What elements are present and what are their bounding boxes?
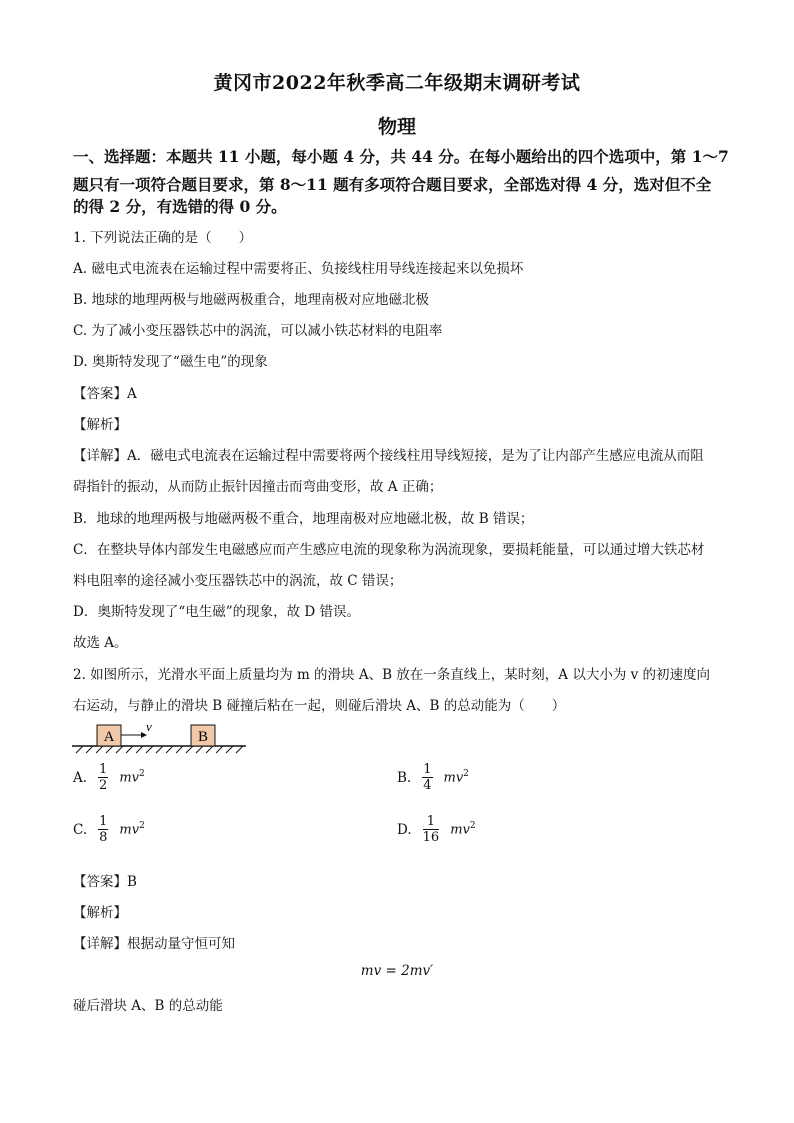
q1-detail-line: C．在整块导体内部发生电磁感应而产生感应电流的现象称为涡流现象，要损耗能量，可以通过增大铁芯材 bbox=[73, 542, 705, 558]
exam-title: 黄冈市2022年秋季高二年级期末调研考试 bbox=[213, 72, 581, 94]
q2-analysis-label: 【解析】 bbox=[73, 905, 127, 921]
subject-title: 物理 bbox=[377, 116, 416, 138]
q1-detail-line: 故选 A。 bbox=[73, 635, 128, 651]
velocity-label: v bbox=[146, 719, 152, 734]
q2-option-a bbox=[73, 762, 145, 793]
q1-detail-line: 【详解】A．磁电式电流表在运输过程中需要将两个接线柱用导线短接，是为了让内部产生感应电流从而阻 bbox=[73, 448, 704, 464]
q1-answer: 【答案】A bbox=[73, 386, 137, 402]
block-b-label: B bbox=[197, 729, 209, 745]
ground-hatching bbox=[76, 746, 243, 753]
section-instruction-line-3: 的得 2 分，有选错的得 0 分。 bbox=[73, 197, 287, 216]
section-instruction-line-2: 题只有一项符合题目要求，第 8～11 题有多项符合题目要求，全部选对得 4 分，选对但不全 bbox=[73, 175, 712, 194]
q2-answer: 【答案】B bbox=[73, 874, 137, 890]
fraction: $\frac{1}{8}$ bbox=[99, 814, 108, 845]
option-letter: B. bbox=[397, 769, 412, 786]
fraction: $\frac{1}{4}$ bbox=[423, 762, 432, 793]
fraction: $\frac{1}{2}$ bbox=[99, 762, 108, 793]
expression: $mv^2$ bbox=[119, 769, 145, 786]
q2-stem-line-2: 右运动，与静止的滑块 B 碰撞后粘在一起，则碰后滑块 A、B 的总动能为（ ） bbox=[73, 698, 566, 714]
q2-option-d bbox=[397, 814, 476, 845]
q1-analysis-label: 【解析】 bbox=[73, 417, 127, 433]
fraction: $\frac{1}{16}$ bbox=[422, 814, 440, 845]
q1-detail-line: B．地球的地理两极与地磁两极不重合，地理南极对应地磁北极，故 B 错误； bbox=[73, 511, 534, 527]
section-instruction-line-1: 一、选择题：本题共 11 小题，每小题 4 分，共 44 分。在每小题给出的四个选项中，第 1～7 bbox=[73, 147, 729, 166]
q1-option-d: D. 奥斯特发现了“磁生电”的现象 bbox=[73, 354, 268, 370]
q1-stem: 1. 下列说法正确的是（ ） bbox=[73, 230, 253, 246]
q2-figure bbox=[70, 718, 250, 754]
q2-stem-line-1: 2. 如图所示，光滑水平面上质量均为 m 的滑块 A、B 放在一条直线上，某时刻，A 以大小为 v 的初速度向 bbox=[73, 667, 711, 683]
q2-option-b bbox=[397, 762, 469, 793]
q2-detail: 【详解】根据动量守恒可知 bbox=[73, 936, 235, 952]
expression: $mv^2$ bbox=[119, 821, 145, 838]
option-letter: A. bbox=[73, 769, 88, 786]
q2-option-c bbox=[73, 814, 145, 845]
q1-option-b: B. 地球的地理两极与地磁两极重合，地理南极对应地磁北极 bbox=[73, 292, 430, 308]
option-letter: D. bbox=[397, 821, 412, 838]
expression: $mv^2$ bbox=[443, 769, 469, 786]
q1-detail-line: 碍指针的振动，从而防止振针因撞击而弯曲变形，故 A 正确； bbox=[73, 479, 443, 495]
option-letter: C. bbox=[73, 821, 88, 838]
q1-option-a: A. 磁电式电流表在运输过程中需要将正、负接线柱用导线连接起来以免损坏 bbox=[73, 261, 524, 277]
q2-equation: mv = 2mv′ bbox=[360, 963, 434, 979]
q1-detail-line: 料电阻率的途径减小变压器铁芯中的涡流，故 C 错误； bbox=[73, 573, 403, 589]
q1-option-c: C. 为了减小变压器铁芯中的涡流，可以减小铁芯材料的电阻率 bbox=[73, 323, 443, 339]
q2-followup: 碰后滑块 A、B 的总动能 bbox=[73, 998, 223, 1014]
block-a-label: A bbox=[103, 729, 115, 745]
expression: $mv^2$ bbox=[450, 821, 476, 838]
q1-detail-line: D．奥斯特发现了“电生磁”的现象，故 D 错误。 bbox=[73, 604, 361, 620]
